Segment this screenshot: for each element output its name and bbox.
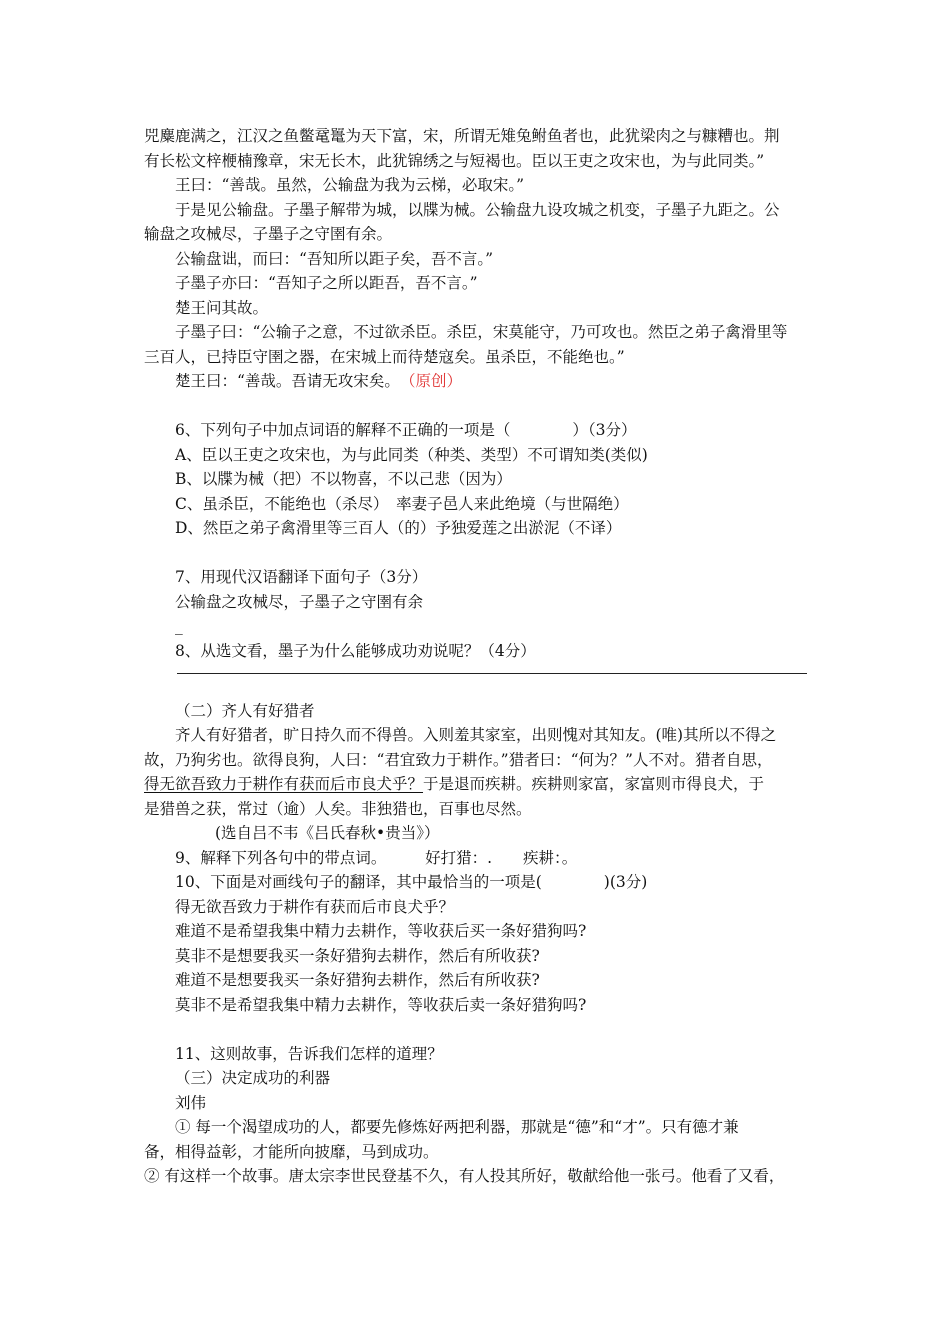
question-7-stem: 7、用现代汉语翻译下面句子（3分） — [175, 568, 428, 586]
question-8-stem: 8、从选文看，墨子为什么能够成功劝说呢？（4分） — [175, 641, 536, 660]
passage1-line: 有长松文梓楩楠豫章，宋无长木，此犹锦绣之与短褐也。臣以王吏之攻宋也，为与此同类。” — [144, 151, 765, 170]
spacer — [144, 1017, 814, 1042]
passage3-paragraph-1-cont: 备，相得益彰，才能所向披靡，马到成功。 — [144, 1142, 439, 1161]
question-6-stem: 6、下列句子中加点词语的解释不正确的一项是（ ）（3分） — [175, 421, 637, 439]
passage2-source: (选自吕不韦《吕氏春秋•贵当》） — [215, 824, 440, 842]
passage2-line: 故，乃狗劣也。欲得良狗，人曰：“君宜致力于耕作。”猎者曰：“何为？”人不对。猎者自思， — [144, 750, 773, 769]
question-7-sentence: 公输盘之攻械尽，子墨子之守圉有余 — [175, 592, 424, 611]
passage1-line: 子墨子亦曰：“吾知子之所以距吾，吾不言。” — [175, 274, 478, 292]
passage2-line-rest: 于是退而疾耕。疾耕则家富，家富则市得良犬，于 — [423, 775, 765, 793]
passage2-line: 齐人有好猎者，旷日持久而不得兽。入则羞其家室，出则愧对其知友。(唯)其所以不得之 — [175, 726, 777, 744]
document-content — [144, 124, 814, 1189]
spacer — [144, 541, 814, 566]
passage1-line: 王曰：“善哉。虽然，公输盘为我为云梯，必取宋。” — [175, 176, 525, 194]
question-10-option: 莫非不是想要我买一条好猎狗去耕作，然后有所收获? — [175, 946, 540, 965]
passage1-line — [144, 369, 814, 394]
passage2-line: 是猎兽之获，常过（逾）人矣。非独猎也，百事也尽然。 — [144, 799, 532, 818]
question-6-option-c: C、虽杀臣，不能绝也（杀尽） 率妻子邑人来此绝境（与世隔绝） — [175, 494, 629, 513]
passage1-line: 三百人，已持臣守圉之器，在宋城上而待楚寇矣。虽杀臣，不能绝也。” — [144, 347, 625, 366]
question-9-stem: 9、解释下列各句中的带点词。 好打猎：. 疾耕：。 — [175, 848, 578, 867]
spacer — [144, 394, 814, 419]
passage1-line: 兕麋鹿满之，江汉之鱼鳖鼋鼍为天下富，宋，所谓无雉兔鲋鱼者也，此犹梁肉之与糠糟也。荆 — [144, 127, 780, 145]
question-10-option: 难道不是想要我买一条好猎狗去耕作，然后有所收获? — [175, 971, 540, 989]
passage3-paragraph-2: ② 有这样一个故事。唐太宗李世民登基不久，有人投其所好，敬献给他一张弓。他看了又看， — [144, 1167, 785, 1185]
question-6-option-a: A、臣以王吏之攻宋也，为与此同类（种类、类型）不可谓知类(类似) — [175, 445, 648, 464]
passage2-title: （二）齐人有好猎者 — [175, 701, 315, 720]
passage1-line: 楚王问其故。 — [175, 298, 269, 317]
question-10-option: 莫非不是希望我集中精力去耕作，等收获后卖一条好猎狗吗? — [175, 995, 587, 1014]
question-6-option-d: D、然臣之弟子禽滑里等三百人（的）予独爱莲之出淤泥（不译） — [175, 519, 622, 537]
passage3-author: 刘伟 — [175, 1093, 207, 1112]
passage1-line: 子墨子曰：“公输子之意，不过欲杀臣。杀臣，宋莫能守，乃可攻也。然臣之弟子禽滑里等 — [175, 323, 788, 341]
passage2-line — [144, 772, 814, 797]
question-10-sentence: 得无欲吾致力于耕作有获而后市良犬乎？ — [175, 897, 455, 916]
original-tag: （原创） — [407, 372, 462, 390]
question-10-option: 难道不是希望我集中精力去耕作，等收获后买一条好猎狗吗? — [175, 922, 587, 940]
passage1-line: 输盘之攻械尽，子墨子之守圉有余。 — [144, 225, 393, 243]
passage3-paragraph-1: ① 每一个渴望成功的人，都要先修炼好两把利器，那就是“德”和“才”。只有德才兼 — [175, 1118, 739, 1136]
question-6-option-b: B、以牒为械（把）不以物喜，不以己悲（因为） — [175, 470, 512, 488]
passage1-line: 公输盘诎，而曰：“吾知所以距子矣，吾不言。” — [175, 249, 494, 268]
passage3-title: （三）决定成功的利器 — [175, 1069, 331, 1087]
passage1-last-sentence: 楚王曰：“善哉。吾请无攻宋矣。 — [175, 372, 393, 390]
question-10-stem: 10、下面是对画线句子的翻译，其中最恰当的一项是( )(3分) — [175, 873, 648, 891]
underlined-sentence: 得无欲吾致力于耕作有获而后市良犬乎？ — [144, 775, 424, 793]
question-11-stem: 11、这则故事，告诉我们怎样的道理？ — [175, 1044, 443, 1063]
question-7-answer-blank: _ — [175, 617, 183, 635]
spacer — [144, 674, 814, 699]
passage1-line: 于是见公输盘。子墨子解带为城，以牒为械。公输盘九设攻城之机变，子墨子九距之。公 — [175, 200, 780, 219]
